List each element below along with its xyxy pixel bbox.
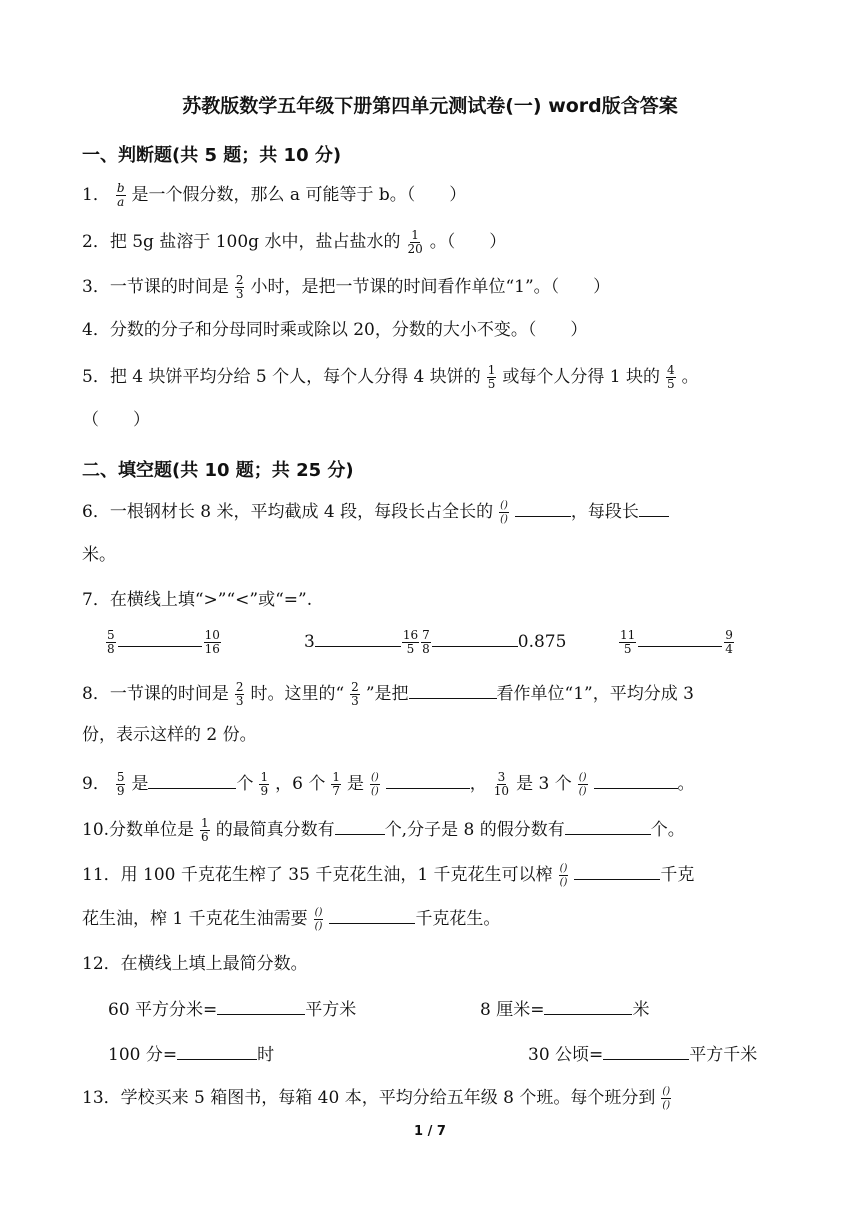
answer-blank[interactable] <box>565 816 651 835</box>
question-8-continuation: 份，表示这样的 2 份。 <box>82 725 257 745</box>
conversion-item: 8 厘米= 米 <box>480 996 649 1022</box>
question-11-continuation: 花生油，榨 1 千克花生油需要 $\frac{()}{()}$ 千克花生。 <box>82 907 501 932</box>
section-heading-fill-blank: 二、填空题(共 10 题；共 25 分) <box>82 460 354 481</box>
fraction: $\frac{2}{3}$ <box>235 273 244 301</box>
fraction: $\frac{10}{16}$ <box>204 628 220 656</box>
fraction: $\frac{()}{()}$ <box>559 863 568 888</box>
answer-blank[interactable] <box>544 996 632 1015</box>
question-10: 10.分数单位是 $\frac{1}{6}$ 的最简真分数有 个,分子是 8 的假分数有 个。 <box>82 816 685 844</box>
answer-blank[interactable] <box>217 996 305 1015</box>
compare-row <box>104 628 223 656</box>
fraction: $\frac{1}{5}$ <box>487 363 496 391</box>
fraction: $\frac{()}{()}$ <box>500 500 508 525</box>
answer-blank[interactable] <box>594 770 678 789</box>
answer-blank[interactable] <box>603 1041 689 1060</box>
fraction: $\frac{4}{5}$ <box>666 363 675 391</box>
question-5-answer-bracket: （ ） <box>82 410 150 430</box>
answer-blank[interactable] <box>574 861 660 880</box>
fraction: $\frac{b}{a}$ <box>116 181 125 209</box>
conversion-item: 30 公顷= 平方千米 <box>528 1041 757 1067</box>
fraction: $\frac{3}{10}$ <box>493 770 510 798</box>
fraction: $\frac{1}{20}$ <box>407 228 423 256</box>
answer-blank[interactable] <box>386 770 470 789</box>
fraction: $\frac{5}{8}$ <box>107 628 115 656</box>
question-8: 8．一节课的时间是 $\frac{2}{3}$ 时。这里的“ $\frac{2}{3}$ ”是把 看作单位“1”，平均分成 3 <box>82 680 694 708</box>
answer-blank[interactable] <box>335 816 385 835</box>
conversion-item: 100 分= 时 <box>108 1041 274 1067</box>
answer-blank[interactable] <box>515 498 571 517</box>
fraction: $\frac{()}{()}$ <box>662 1086 671 1111</box>
answer-blank[interactable] <box>638 628 722 647</box>
fraction: $\frac{16}{5}$ <box>402 628 419 656</box>
fraction: $\frac{1}{9}$ <box>260 770 269 798</box>
fraction: $\frac{2}{3}$ <box>235 680 244 708</box>
answer-blank[interactable] <box>148 770 236 789</box>
question-1: 1． $\frac{b}{a}$ 是一个假分数，那么 a 可能等于 b。（ ） <box>82 181 467 209</box>
fraction: $\frac{()}{()}$ <box>578 772 587 797</box>
fraction: $\frac{5}{9}$ <box>116 770 125 798</box>
fraction: $\frac{7}{8}$ <box>422 628 430 656</box>
question-2: 2．把 5g 盐溶于 100g 水中，盐占盐水的 $\frac{1}{20}$ 。（ ） <box>82 228 507 256</box>
fraction: $\frac{9}{4}$ <box>725 628 733 656</box>
question-3: 3．一节课的时间是 $\frac{2}{3}$ 小时，是把一节课的时间看作单位“1”。（ ） <box>82 273 611 301</box>
fraction: $\frac{2}{3}$ <box>351 680 359 708</box>
question-12: 12．在横线上填上最简分数。 <box>82 954 308 974</box>
fraction: $\frac{1}{7}$ <box>332 770 340 798</box>
fraction: $\frac{()}{()}$ <box>370 772 379 797</box>
answer-blank[interactable] <box>329 905 415 924</box>
fraction: $\frac{1}{6}$ <box>201 816 209 844</box>
question-9: 9． $\frac{5}{9}$ 是 个 $\frac{1}{9}$ ，6 个 $\frac{1}{7}$ 是 $\frac{()}{()}$ ， $\frac{3}{10}$ 是 3 个 $\frac{()}{()}$ 。 <box>82 770 695 798</box>
page-number: 1 / 7 <box>414 1124 446 1139</box>
question-11: 11．用 100 千克花生榨了 35 千克花生油，1 千克花生可以榨 $\frac{()}{()}$ 千克 <box>82 863 695 888</box>
answer-blank[interactable] <box>409 680 497 699</box>
answer-blank[interactable] <box>315 628 401 647</box>
compare-row: 3 $\frac{16}{5}$ $\frac{7}{8}$ 0.875 <box>304 628 567 656</box>
question-5: 5．把 4 块饼平均分给 5 个人，每个人分得 4 块饼的 $\frac{1}{5}$ 或每个人分得 1 块的 $\frac{4}{5}$ 。 <box>82 363 699 391</box>
answer-blank[interactable] <box>432 628 518 647</box>
question-6-continuation: 米。 <box>82 545 116 565</box>
fraction: $\frac{11}{5}$ <box>620 628 636 656</box>
question-13: 13．学校买来 5 箱图书，每箱 40 本，平均分给五年级 8 个班。每个班分到 $\frac{()}{()}$ <box>82 1086 671 1111</box>
question-6: 6．一根钢材长 8 米，平均截成 4 段，每段长占全长的 $\frac{()}{()}$ ，每段长 <box>82 498 669 526</box>
answer-blank[interactable] <box>177 1041 257 1060</box>
fraction: $\frac{()}{()}$ <box>314 907 323 932</box>
question-7: 7．在横线上填“>”“<”或“=”. <box>82 590 313 610</box>
answer-blank[interactable] <box>118 628 202 647</box>
question-number: 1． <box>82 185 110 205</box>
conversion-item: 60 平方分米= 平方米 <box>108 996 356 1022</box>
question-4: 4．分数的分子和分母同时乘或除以 20，分数的大小不变。（ ） <box>82 320 588 340</box>
section-heading-judgement: 一、判断题(共 5 题；共 10 分) <box>82 145 342 166</box>
answer-blank[interactable] <box>639 498 669 517</box>
compare-row <box>617 628 736 656</box>
document-title: 苏教版数学五年级下册第四单元测试卷(一) word版含答案 <box>182 95 678 117</box>
